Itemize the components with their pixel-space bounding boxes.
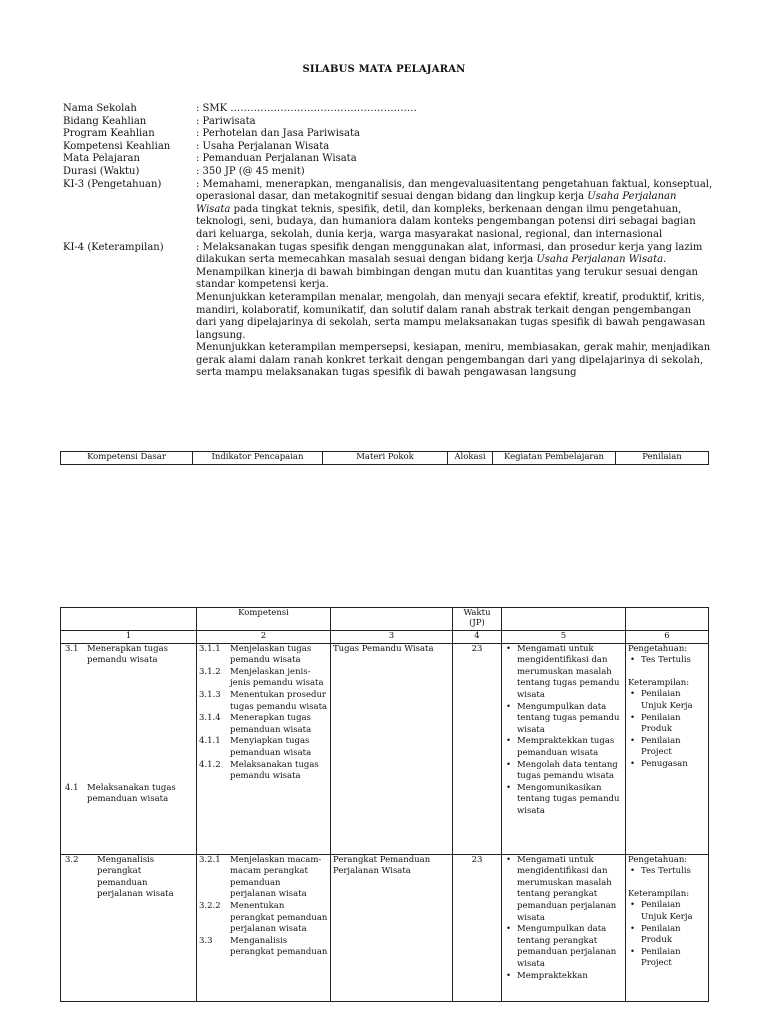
spacer [628, 667, 706, 678]
indikator-text: Menjelaskan jenis-jenis pemandu wisata [230, 666, 324, 689]
column-number: 4 [453, 631, 502, 644]
kd-number: 4.1 [65, 782, 79, 793]
ki4-paragraph-2: Menunjukkan keterampilan menalar, mengolah, dan menyaji secara efektif, kreatif, produktif, kritis, mandiri, kolaboratif, komunikatif, dan solutif dalam ranah abstrak terkait dengan pengembangan dari yang dipelajarinya di sekolah, serta mampu melaksanakan tugas spesifik di bawah pengawasan langsung. [196, 291, 706, 341]
indikator-number: 3.3 [199, 935, 213, 946]
info-row [63, 128, 713, 141]
table-number-row [61, 631, 709, 644]
materi-cell: Tugas Pemandu Wisata [331, 643, 453, 854]
indikator-text: Menerapkan tugas pemanduan wisata [230, 713, 312, 735]
info-value: : Pariwisata [196, 115, 256, 127]
page-title: SILABUS MATA PELAJARAN [302, 64, 466, 75]
table-row [61, 643, 709, 854]
kegiatan-list [504, 644, 623, 818]
penilaian-pengetahuan-label: Pengetahuan: [628, 643, 688, 654]
kd-number: 3.2 [65, 854, 79, 865]
indikator-cell [197, 854, 331, 1001]
column-number: 3 [331, 631, 453, 644]
info-value: : Pemanduan Perjalanan Wisata [196, 153, 357, 165]
list-item: • Penilaian Unjuk Kerja [628, 689, 706, 712]
ki4-paragraph-3: Menunjukkan keterampilan mempersepsi, kesiapan, meniru, membiasakan, gerak mahir, menjadikan gerak alami dalam ranah konkret terkait dengan pengembangan dari yang dipelajarinya di sekolah, serta mampu melaksanakan tugas spesifik di bawah pengawasan langsung [196, 342, 711, 379]
list-item: • Penilaian Project [628, 736, 706, 759]
materi-cell: Perangkat Pemanduan Perjalanan Wisata [331, 854, 453, 1001]
info-value: : 350 JP (@ 45 menit) [196, 165, 305, 177]
head-waktu: Waktu (JP) [453, 608, 502, 631]
header-cell: Kompetensi Dasar [61, 452, 193, 465]
kegiatan-cell [502, 643, 626, 854]
info-label: Durasi (Waktu) [63, 165, 140, 177]
ki4-text: : Melaksanakan tugas spesifik dengan menggunakan alat, informasi, dan prosedur kerja yang lazim dilakukan serta memecahkan masalah sesuai dengan bidang kerja [196, 241, 703, 266]
ki3-text-rest: pada tingkat teknis, spesifik, detil, dan kompleks, berkenaan dengan ilmu pengetahuan, teknologi, seni, budaya, dan humaniora dalam konteks pengembangan potensi diri sebagai bagian dari keluarga, sekolah, dunia kerja, warga masyarakat nasional, regional, dan internasional [196, 203, 696, 240]
indikator-text: Menjelaskan tugas pemandu wisata [230, 643, 312, 666]
indikator-text: Menganalisis perangkat pemanduan [230, 935, 328, 958]
info-row [63, 153, 713, 166]
ki4-row [63, 242, 713, 381]
indikator-number: 4.1.1 [199, 736, 221, 747]
indikator-text: Menyiapkan tugas pemanduan wisata [230, 736, 312, 758]
list-item: • Tes Tertulis [628, 655, 706, 667]
kd-text: Menganalisis perangkat pemanduan perjalanan wisata [97, 854, 174, 900]
indikator-text: Melaksanakan tugas pemandu wisata [230, 759, 319, 782]
indikator-item [199, 644, 328, 667]
list-item: • Tes Tertulis [628, 866, 706, 878]
info-value: : SMK ……………………………………………….. [196, 103, 417, 114]
kd-cell [61, 854, 197, 1001]
header-cell: Kegiatan Pembelajaran [493, 452, 616, 465]
info-label: Kompetensi Keahlian [63, 140, 171, 152]
penilaian-keterampilan-list [628, 900, 706, 970]
indikator-number: 3.1.4 [199, 713, 221, 724]
list-item: • Mengumpulkan data tentang perangkat pemanduan perjalanan wisata [504, 924, 623, 970]
column-number: 2 [197, 631, 331, 644]
head-kompetensi: Kompetensi [197, 608, 331, 631]
syllabus-table [60, 607, 709, 1002]
ki4-italic-text: Usaha Perjalanan Wisata. [536, 254, 667, 266]
indikator-number: 3.1.2 [199, 666, 221, 677]
list-item: • Mengomunikasikan tentang tugas pemandu wisata [504, 783, 623, 818]
ki3-row [63, 179, 713, 242]
header-table [60, 451, 709, 465]
ki3-label: KI-3 (Pengetahuan) [63, 178, 162, 190]
indikator-number: 3.2.2 [199, 900, 221, 911]
penilaian-pengetahuan-list [628, 655, 706, 667]
indikator-item [199, 901, 328, 936]
ki4-value [196, 242, 713, 381]
indikator-cell [197, 643, 331, 854]
table-row [61, 854, 709, 1001]
info-label: Program Keahlian [63, 128, 155, 140]
indikator-number: 3.1.1 [199, 643, 221, 654]
indikator-text: Menentukan prosedur tugas pemandu wisata [230, 689, 328, 712]
kegiatan-list [504, 855, 623, 983]
indikator-item [199, 690, 328, 713]
list-item: • Penilaian Unjuk Kerja [628, 900, 706, 923]
kd-number: 3.1 [65, 643, 79, 654]
indikator-number: 3.2.1 [199, 854, 221, 865]
indikator-item [199, 713, 328, 736]
column-number: 1 [61, 631, 197, 644]
waktu-cell: 23 [453, 854, 502, 1001]
kd-item [65, 783, 194, 806]
info-value: : Usaha Perjalanan Wisata [196, 140, 330, 152]
indikator-item [199, 667, 328, 690]
table-head-row [61, 608, 709, 631]
ki3-value [196, 179, 713, 242]
indikator-item [199, 760, 328, 783]
list-item: • Mempraktekkan [504, 971, 623, 983]
penilaian-cell [626, 643, 709, 854]
indikator-number: 3.1.3 [199, 689, 221, 700]
list-item: • Mengumpulkan data tentang tugas pemandu wisata [504, 702, 623, 737]
header-cell: Alokasi [448, 452, 493, 465]
indikator-number: 4.1.2 [199, 759, 221, 770]
list-item: • Penilaian Produk [628, 713, 706, 736]
header-cell: Indikator Pencapaian [193, 452, 323, 465]
list-item: • Mengamati untuk mengidentifikasi dan merumuskan masalah tentang tugas pemandu wisata [504, 644, 623, 702]
penilaian-keterampilan-label: Keterampilan: [628, 677, 690, 688]
kd-item [65, 855, 194, 901]
kegiatan-cell [502, 854, 626, 1001]
indikator-item [199, 736, 328, 759]
head-empty-cell [61, 608, 197, 631]
column-number: 5 [502, 631, 626, 644]
penilaian-clip [628, 855, 706, 1001]
list-item: • Mengamati untuk mengidentifikasi dan merumuskan masalah tentang perangkat pemanduan perjalanan wisata [504, 855, 623, 925]
kegiatan-clip [504, 855, 623, 1001]
penilaian-cell [626, 854, 709, 1001]
kd-item [65, 644, 194, 667]
header-cell: Penilaian [616, 452, 709, 465]
info-row [63, 103, 713, 116]
header-row [61, 452, 709, 465]
penilaian-keterampilan-label: Keterampilan: [628, 888, 690, 899]
header-cell: Materi Pokok [323, 452, 448, 465]
penilaian-pengetahuan-label: Pengetahuan: [628, 854, 688, 865]
head-empty-cell [626, 608, 709, 631]
column-number: 6 [626, 631, 709, 644]
info-label: Bidang Keahlian [63, 115, 147, 127]
list-item: • Penilaian Produk [628, 924, 706, 947]
identity-block [63, 103, 713, 380]
indikator-item [199, 855, 328, 901]
head-empty-cell [502, 608, 626, 631]
info-value: : Perhotelan dan Jasa Pariwisata [196, 128, 360, 140]
info-label: Nama Sekolah [63, 103, 137, 114]
indikator-item [199, 936, 328, 959]
indikator-text: Menentukan perangkat pemanduan perjalanan wisata [230, 900, 328, 935]
info-label: Mata Pelajaran [63, 153, 140, 165]
list-item: • Mempraktekkan tugas pemanduan wisata [504, 736, 623, 759]
head-empty-cell [331, 608, 453, 631]
ki4-text-rest: Menampilkan kinerja di bawah bimbingan dengan mutu dan kuantitas yang terukur sesuai dengan standar kompetensi kerja. [196, 266, 698, 291]
ki3-text: : Memahami, menerapkan, menganalisis, dan mengevaluasitentang pengetahuan faktual, konseptual, operasional dasar, dan metakognitif sesuai dengan bidang dan lingkup kerja [196, 178, 713, 203]
list-item: • Penilaian Project [628, 947, 706, 970]
kd-spacer [65, 667, 194, 783]
info-row [63, 141, 713, 154]
list-item: • Mengolah data tentang tugas pemandu wisata [504, 760, 623, 783]
list-item: • Penugasan [628, 759, 706, 771]
kd-text: Menerapkan tugas pemandu wisata [87, 643, 168, 666]
ki4-label: KI-4 (Keterampilan) [63, 241, 164, 253]
ki4-paragraph-1 [196, 242, 713, 292]
ki3-paragraph [196, 179, 713, 242]
waktu-cell: 23 [453, 643, 502, 854]
penilaian-keterampilan-list [628, 689, 706, 770]
penilaian-pengetahuan-list [628, 866, 706, 878]
kd-cell [61, 643, 197, 854]
spacer [628, 878, 706, 889]
info-row [63, 166, 713, 179]
indikator-text: Menjelaskan macam-macam perangkat pemanduan perjalanan wisata [230, 854, 322, 900]
kd-text: Melaksanakan tugas pemanduan wisata [87, 782, 176, 805]
indikator-clip [199, 855, 328, 1001]
info-row [63, 116, 713, 129]
ki3-italic-text: Usaha Perjalanan Wisata [196, 191, 677, 215]
